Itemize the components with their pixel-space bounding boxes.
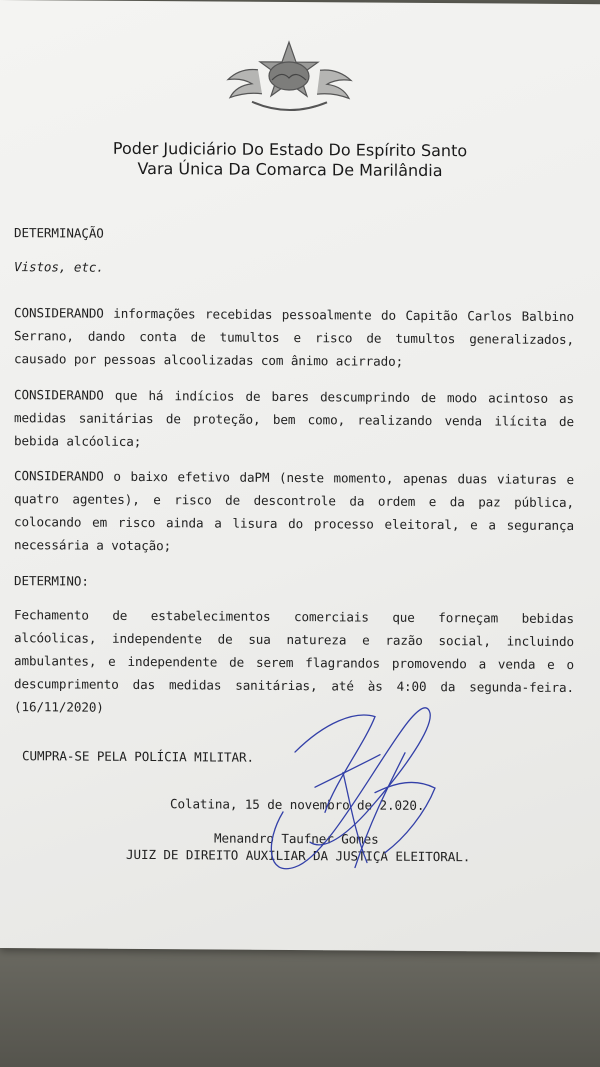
court-name: Poder Judiciário Do Estado Do Espírito Santo (112, 138, 468, 161)
background-surface (0, 940, 600, 1067)
paragraph-4-line-2: alcóolicas, independente de sua natureza e razão social, incluindo (14, 630, 574, 650)
paragraph-3-line-2: quatro agentes), e risco de descontrole da ordem e da paz pública, (14, 491, 574, 511)
paragraph-4-line-1: Fechamento de estabelecimentos comerciais que forneçam bebidas (14, 607, 574, 627)
signature (255, 692, 455, 883)
paragraph-2-line-2: medidas sanitárias de proteção, bem como, realizando venda ilícita de (14, 410, 574, 430)
paragraph-4-line-5: (16/11/2020) (14, 699, 104, 715)
document-title: DETERMINAÇÃO (14, 225, 104, 241)
judge-title: JUIZ DE DIREITO AUXILIAR DA JUSTIÇA ELEITORAL. (126, 846, 471, 865)
paragraph-4-line-4: descumprimento das medidas sanitárias, até às 4:00 da segunda-feira. (14, 676, 574, 696)
paragraph-3-line-1: CONSIDERANDO o baixo efetivo daPM (neste momento, apenas duas viaturas e (14, 468, 574, 488)
paragraph-3-line-4: necessária a votação; (14, 537, 172, 554)
paragraph-1-line-2: Serrano, dando conta de tumultos e risco de tumultos generalizados, (14, 328, 574, 348)
paragraph-2-line-3: bebida alcóolica; (14, 433, 142, 449)
paragraph-1-line-1: CONSIDERANDO informações recebidas pessoalmente do Capitão Carlos Balbino (14, 305, 574, 325)
paragraph-2-line-1: CONSIDERANDO que há indícios de bares descumprindo de modo acintoso as (14, 387, 574, 407)
paragraph-3-line-3: colocando em risco ainda a lisura do processo eleitoral, e a segurança (14, 514, 574, 534)
paragraph-4-line-3: ambulantes, e independente de serem flagrandos promovendo a venda e o (14, 653, 574, 673)
judge-name: Menandro Taufner Gomes (214, 830, 379, 847)
determino-heading: DETERMINO: (14, 573, 89, 589)
place-and-date: Colatina, 15 de novembro de 2.020. (170, 796, 425, 813)
paragraph-1-line-3: causado por pessoas alcoolizadas com ânimo acirrado; (14, 351, 404, 369)
cumpra-se-line: CUMPRA-SE PELA POLÍCIA MILITAR. (22, 748, 254, 765)
coat-of-arms-icon (222, 40, 357, 121)
greeting: Vistos, etc. (14, 259, 104, 275)
court-division: Vara Única Da Comarca De Marilândia (137, 158, 443, 181)
